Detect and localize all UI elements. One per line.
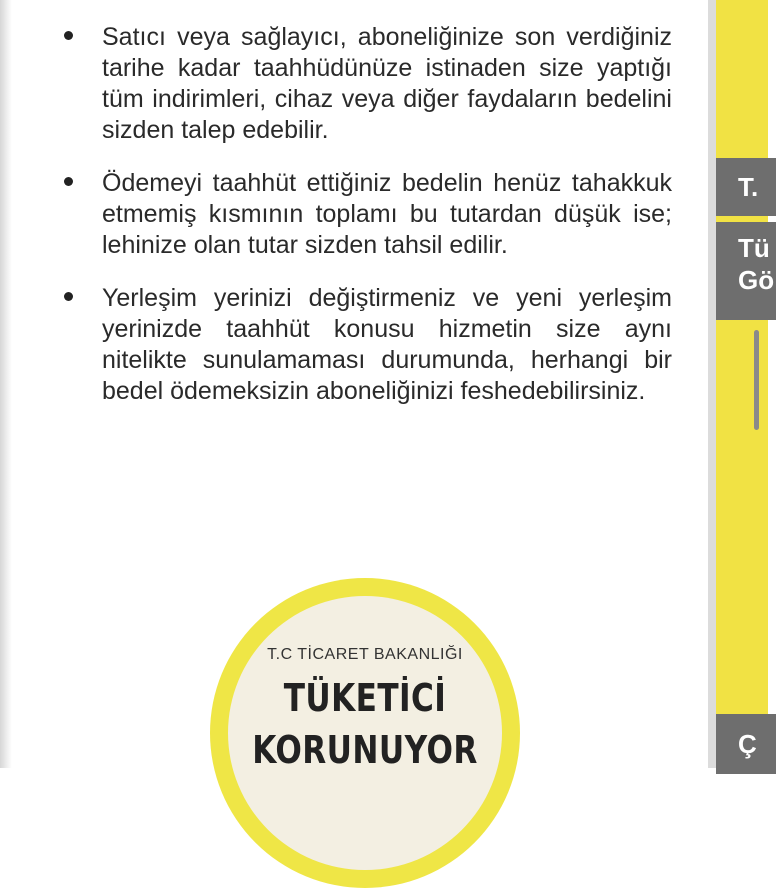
seal-ministry-text: T.C TİCARET BAKANLIĞI	[267, 646, 463, 663]
next-page-panel[interactable]	[716, 0, 775, 768]
panel-tab-bottom: Ç	[716, 714, 776, 774]
page-left-shadow	[0, 0, 12, 768]
seal-title-line1: TÜKETİCİ	[283, 676, 447, 720]
bullet-text: Satıcı veya sağlayıcı, aboneliğinize son verdiğiniz tarihe kadar taahhüdünüze istinaden size yaptığı tüm indirimleri, cihaz veya diğer faydaların bedelini sizden talep edebilir.	[102, 23, 672, 144]
panel-tab-middle	[716, 222, 776, 320]
bullet-icon	[64, 292, 73, 301]
list-item	[60, 22, 672, 146]
seal-title-line2: KORUNUYOR	[252, 728, 478, 772]
panel-tab-middle-line1: Tü	[738, 233, 770, 263]
panel-tab-top: T.	[716, 158, 776, 216]
bullet-text: Yerleşim yerinizi değiştirmeniz ve yeni yerleşim yerinizde taahhüt konusu hizmetin size aynı nitelikte sunulamaması durumunda, herhangi bir bedel ödemeksizin aboneliğinizi feshedebilirsiniz.	[102, 284, 672, 405]
bullet-icon	[64, 31, 73, 40]
page-gutter	[708, 0, 716, 768]
bullet-icon	[64, 177, 73, 186]
list-item	[60, 168, 672, 261]
scrollbar-thumb[interactable]	[754, 330, 759, 430]
panel-tab-middle-line2: Gö	[738, 265, 775, 295]
consumer-protection-seal	[210, 578, 520, 888]
bullet-list	[60, 22, 672, 429]
bullet-text: Ödemeyi taahhüt ettiğiniz bedelin henüz tahakkuk etmemiş kısmının toplamı bu tutardan düşük ise; lehinize olan tutar sizden tahsil edilir.	[102, 169, 672, 259]
list-item	[60, 283, 672, 407]
